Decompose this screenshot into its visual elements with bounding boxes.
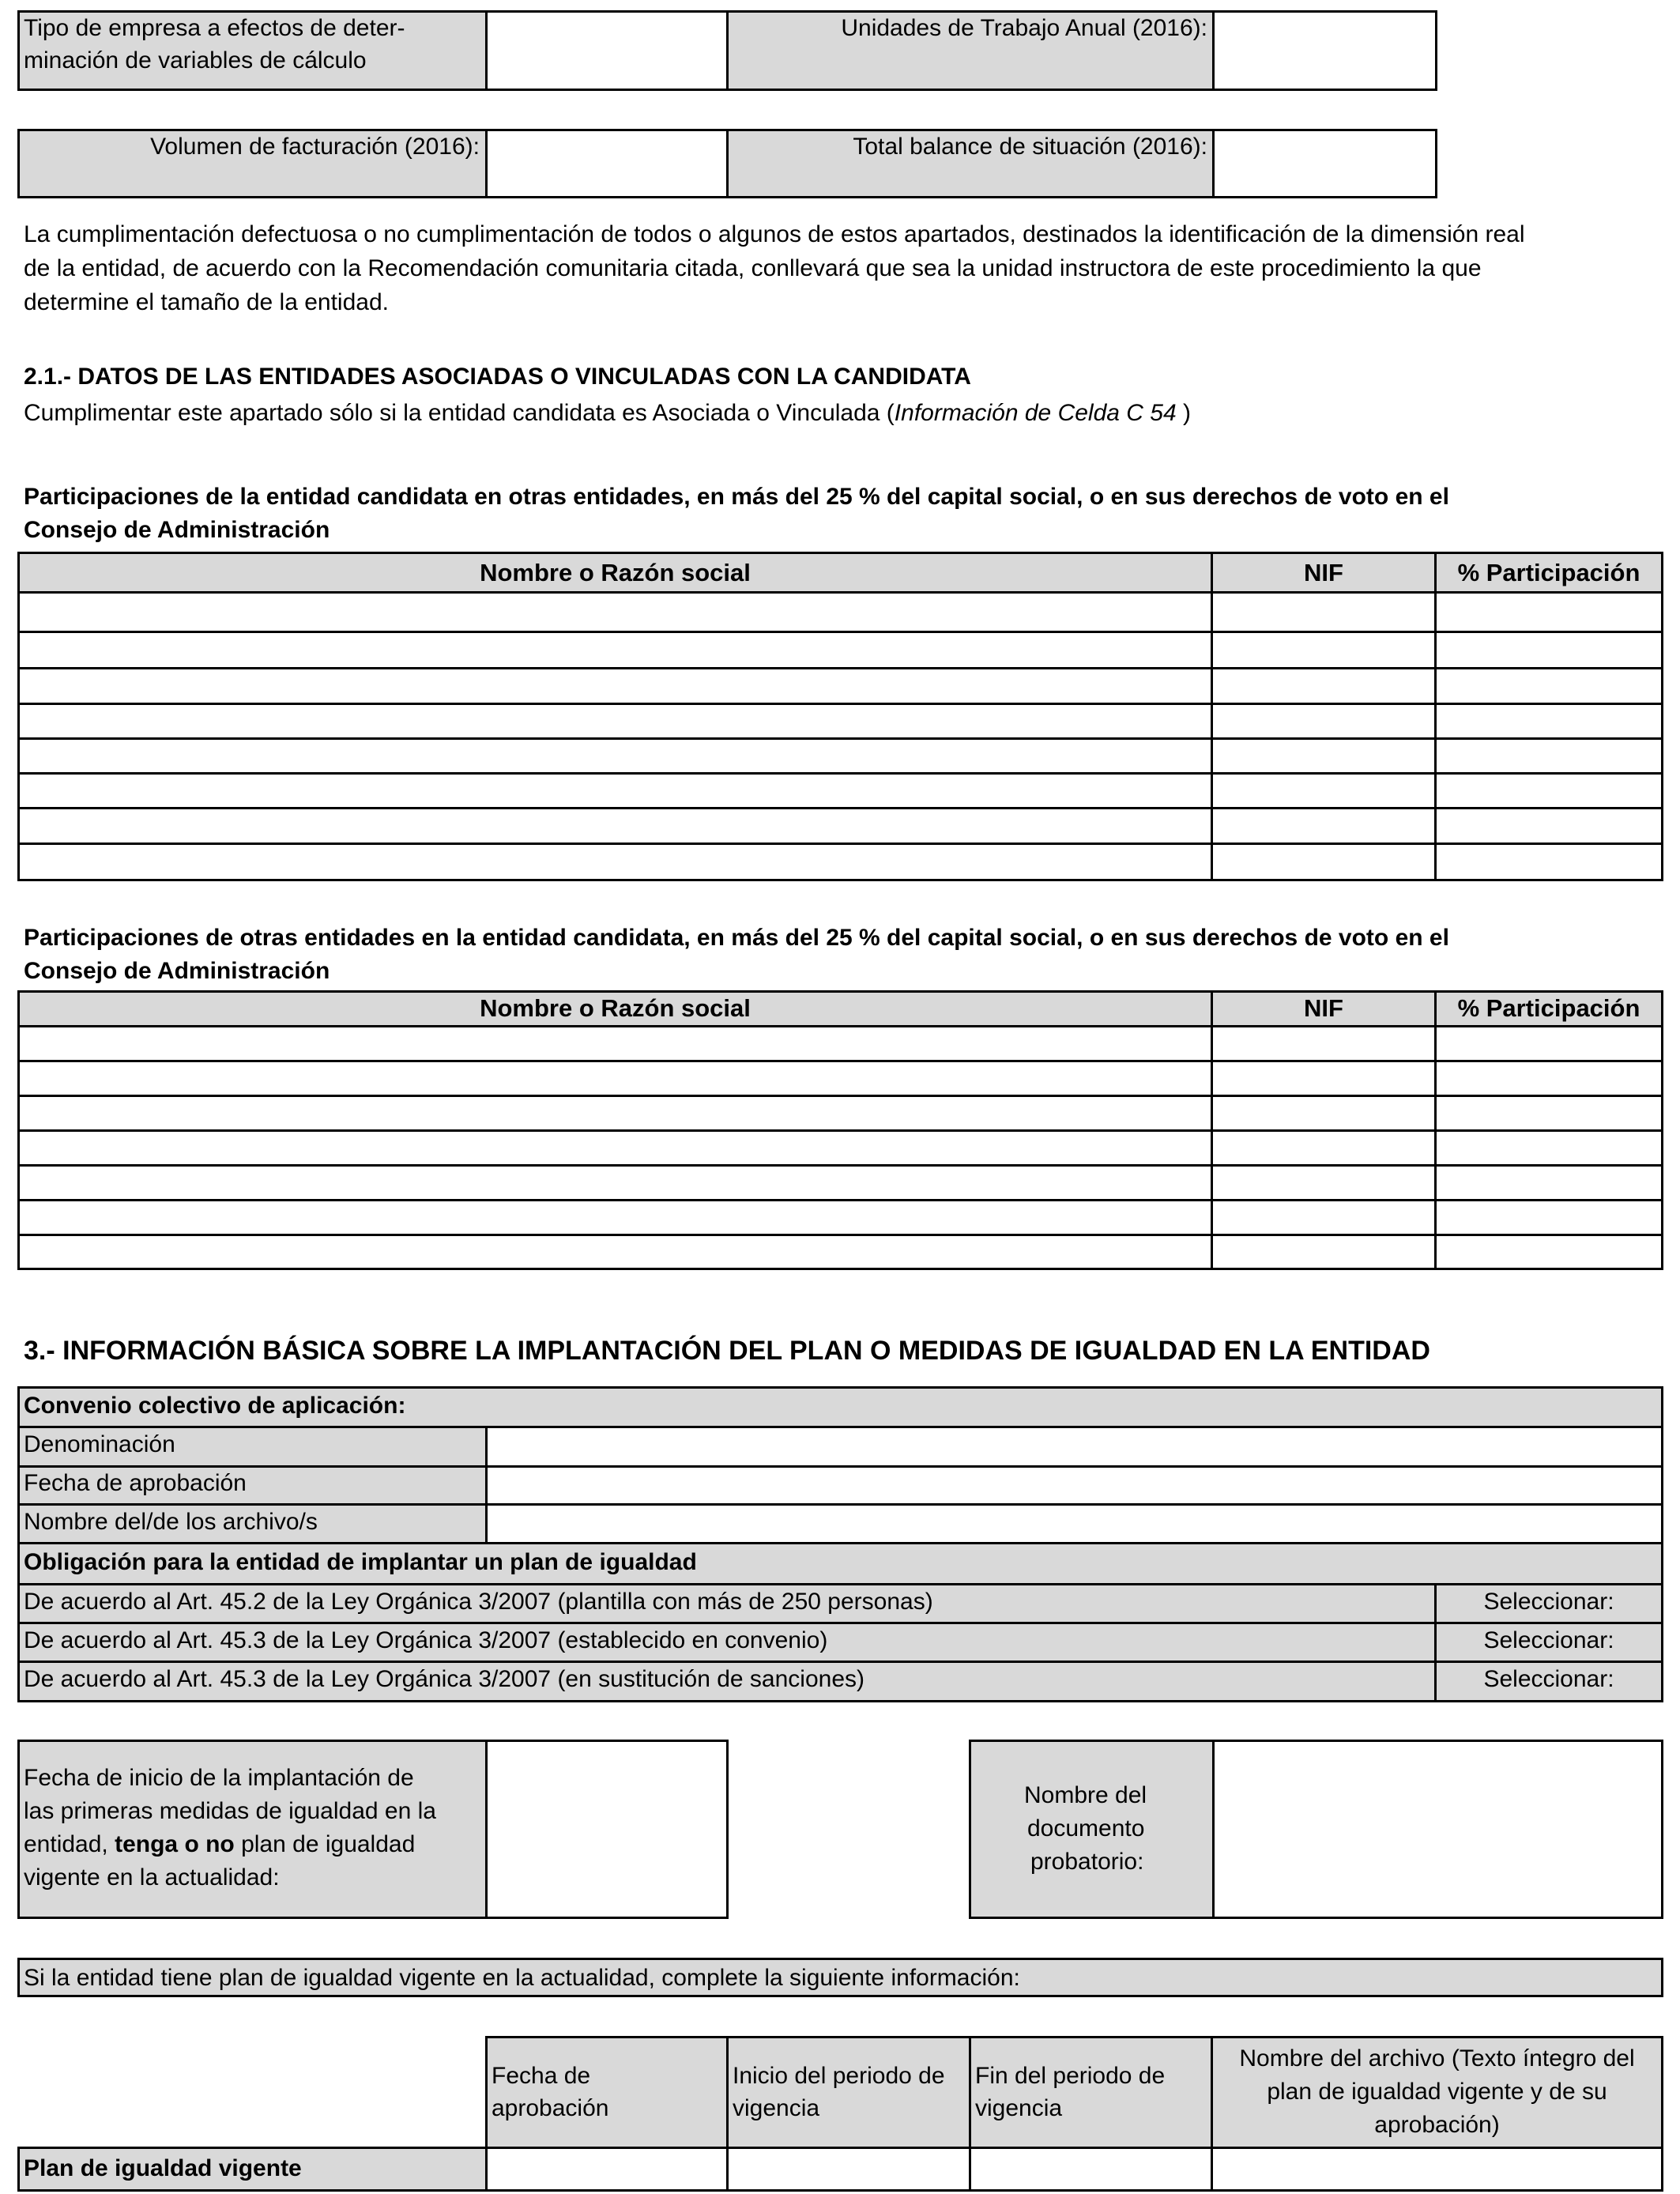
volumen-facturacion-label: Volumen de facturación (2016): xyxy=(150,134,480,160)
table1-title-line2: Consejo de Administración xyxy=(24,517,330,543)
convenio-denominacion-label: Denominación xyxy=(24,1431,175,1457)
table1-header-nif: NIF xyxy=(1304,559,1343,586)
unidades-trabajo-input[interactable] xyxy=(1212,10,1437,91)
table1-row[interactable] xyxy=(20,809,1661,843)
plan-col-archivo-line1: Nombre del archivo (Texto íntegro del xyxy=(1239,2045,1635,2071)
plan-col-archivo-line2: plan de igualdad vigente y de su xyxy=(1267,2079,1607,2105)
plan-fecha-aprobacion-input[interactable] xyxy=(488,2149,726,2189)
plan-vigente-row-label: Plan de igualdad vigente xyxy=(24,2155,302,2181)
table2-row[interactable] xyxy=(20,1236,1661,1268)
fecha-inicio-line1: Fecha de inicio de la implantación de xyxy=(24,1765,414,1791)
table2-title-line2: Consejo de Administración xyxy=(24,958,330,984)
table2-row[interactable] xyxy=(20,1132,1661,1164)
documento-line2: documento xyxy=(1027,1815,1145,1842)
table2-header-participacion: % Participación xyxy=(1457,994,1640,1022)
section-21-subtitle-italic: Información de Celda C 54 xyxy=(894,400,1177,426)
table1-row[interactable] xyxy=(20,740,1661,772)
obligacion-row-2-label: De acuerdo al Art. 45.3 de la Ley Orgánica 3/2007 (establecido en convenio) xyxy=(24,1627,828,1653)
convenio-fecha-input[interactable] xyxy=(488,1468,1661,1503)
table1-row[interactable] xyxy=(20,775,1661,807)
table2-row[interactable] xyxy=(20,1167,1661,1199)
table1-header-participacion: % Participación xyxy=(1457,559,1640,586)
table1-row[interactable] xyxy=(20,705,1661,737)
obligacion-row-3-label: De acuerdo al Art. 45.3 de la Ley Orgánica 3/2007 (en sustitución de sanciones) xyxy=(24,1666,864,1692)
notice-line3: determine el tamaño de la entidad. xyxy=(24,289,389,315)
tipo-empresa-input[interactable] xyxy=(485,10,729,91)
obligacion-row-3-select[interactable]: Seleccionar: xyxy=(1483,1666,1614,1692)
convenio-header: Convenio colectivo de aplicación: xyxy=(24,1393,406,1419)
obligacion-row-1-label: De acuerdo al Art. 45.2 de la Ley Orgánica 3/2007 (plantilla con más de 250 personas) xyxy=(24,1589,933,1615)
table2-row[interactable] xyxy=(20,1201,1661,1234)
table2-row[interactable] xyxy=(20,1062,1661,1095)
documento-input[interactable] xyxy=(1212,1740,1663,1919)
table1-title-line1: Participaciones de la entidad candidata en otras entidades, en más del 25 % del capital social, o en sus derechos de voto en el xyxy=(24,484,1449,510)
plan-col-fecha-line2: aprobación xyxy=(492,2095,609,2121)
table2-header-name: Nombre o Razón social xyxy=(480,994,751,1022)
obligacion-header: Obligación para la entidad de implantar un plan de igualdad xyxy=(24,1549,697,1575)
table1-header-name: Nombre o Razón social xyxy=(480,559,751,586)
table1-row[interactable] xyxy=(20,633,1661,667)
table2-title-line1: Participaciones de otras entidades en la entidad candidata, en más del 25 % del capital social, o en sus derechos de voto en el xyxy=(24,925,1449,951)
fecha-inicio-line2: las primeras medidas de igualdad en la xyxy=(24,1798,436,1824)
obligacion-row-1-select[interactable]: Seleccionar: xyxy=(1483,1589,1614,1615)
section-21-subtitle-suffix: ) xyxy=(1176,400,1191,426)
documento-line3: probatorio: xyxy=(1030,1849,1144,1875)
plan-fin-vigencia-input[interactable] xyxy=(971,2149,1211,2189)
plan-inicio-vigencia-input[interactable] xyxy=(729,2149,969,2189)
volumen-facturacion-input[interactable] xyxy=(485,129,729,198)
fecha-inicio-line3-bold: tenga o no xyxy=(115,1831,235,1857)
table1-row[interactable] xyxy=(20,669,1661,703)
convenio-fecha-label: Fecha de aprobación xyxy=(24,1470,247,1496)
table2-row[interactable] xyxy=(20,1097,1661,1129)
fecha-inicio-line3-pre: entidad, xyxy=(24,1831,115,1857)
notice-line1: La cumplimentación defectuosa o no cumplimentación de todos o algunos de estos apartados, destinados la identificación de la dimensión real xyxy=(24,221,1525,247)
plan-col-fin-line2: vigencia xyxy=(975,2095,1063,2121)
plan-archivo-input[interactable] xyxy=(1213,2149,1661,2189)
fecha-inicio-input[interactable] xyxy=(485,1740,729,1919)
section-3-title: 3.- INFORMACIÓN BÁSICA SOBRE LA IMPLANTACIÓN DEL PLAN O MEDIDAS DE IGUALDAD EN LA ENTIDAD xyxy=(24,1336,1430,1366)
tipo-empresa-label-line1: Tipo de empresa a efectos de deter- xyxy=(24,15,405,41)
section-21-subtitle-prefix: Cumplimentar este apartado sólo si la entidad candidata es Asociada o Vinculada ( xyxy=(24,400,895,426)
fecha-inicio-line3 xyxy=(24,1827,415,1861)
notice-line2: de la entidad, de acuerdo con la Recomendación comunitaria citada, conllevará que sea la unidad instructora de este procedimiento la que xyxy=(24,255,1482,281)
plan-col-inicio-line2: vigencia xyxy=(733,2095,820,2121)
section-21-title: 2.1.- DATOS DE LAS ENTIDADES ASOCIADAS O VINCULADAS CON LA CANDIDATA xyxy=(24,364,971,390)
table2-row[interactable] xyxy=(20,1027,1661,1060)
plan-col-archivo-line3: aprobación) xyxy=(1374,2112,1500,2138)
plan-col-fecha-line1: Fecha de xyxy=(492,2063,591,2089)
table1-row[interactable] xyxy=(20,845,1661,879)
unidades-trabajo-label: Unidades de Trabajo Anual (2016): xyxy=(841,15,1207,41)
balance-label: Total balance de situación (2016): xyxy=(853,134,1207,160)
obligacion-row-2-select[interactable]: Seleccionar: xyxy=(1483,1627,1614,1653)
documento-line1: Nombre del xyxy=(1024,1782,1147,1808)
convenio-archivo-label: Nombre del/de los archivo/s xyxy=(24,1509,318,1535)
section-21-subtitle xyxy=(24,396,1191,430)
fecha-inicio-line3-post: plan de igualdad xyxy=(234,1831,416,1857)
balance-input[interactable] xyxy=(1212,129,1437,198)
plan-vigente-note: Si la entidad tiene plan de igualdad vigente en la actualidad, complete la siguiente información: xyxy=(24,1965,1020,1991)
table1-row[interactable] xyxy=(20,594,1661,631)
plan-col-inicio-line1: Inicio del periodo de xyxy=(733,2063,945,2089)
tipo-empresa-label-line2: minación de variables de cálculo xyxy=(24,47,367,74)
plan-col-fin-line1: Fin del periodo de xyxy=(975,2063,1166,2089)
convenio-archivo-input[interactable] xyxy=(488,1506,1661,1542)
table2-header-nif: NIF xyxy=(1304,994,1343,1022)
fecha-inicio-line4: vigente en la actualidad: xyxy=(24,1864,280,1891)
convenio-denominacion-input[interactable] xyxy=(488,1428,1661,1465)
